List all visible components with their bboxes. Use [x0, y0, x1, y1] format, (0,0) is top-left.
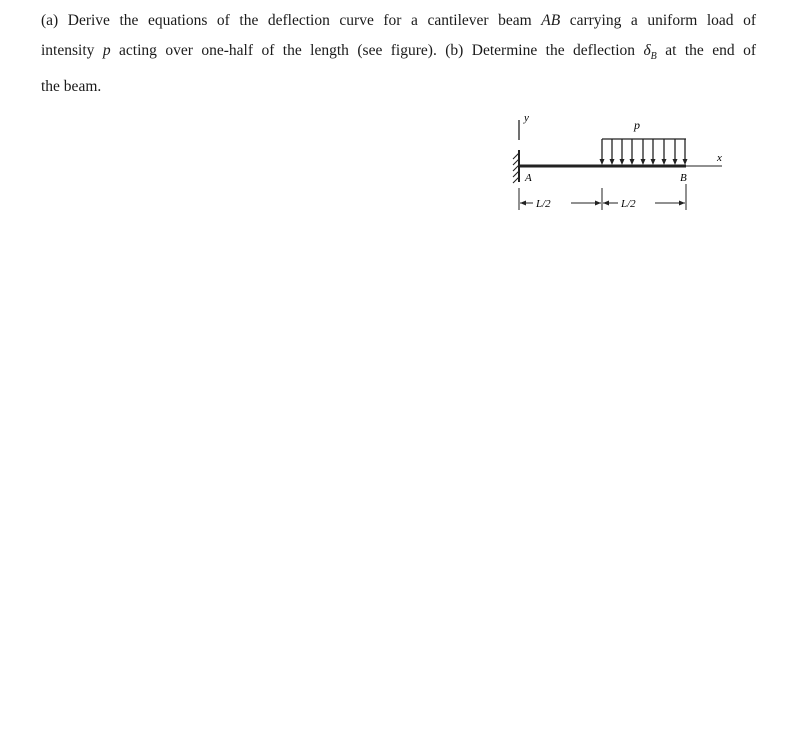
y-axis-label: y [524, 112, 529, 124]
beam-name: AB [541, 12, 561, 29]
problem-text: intensity [41, 42, 103, 59]
problem-line-1 [41, 6, 756, 36]
end-label-b: B [680, 172, 687, 184]
dim-label-left: L/2 [536, 198, 551, 210]
x-axis-label: x [717, 152, 722, 164]
problem-line-2 [41, 36, 756, 72]
deflection-subscript: B [650, 51, 657, 63]
problem-text: acting over one-half of the length (see figure). (b) Determine the deflection [110, 42, 644, 59]
problem-text: at the end of [656, 42, 756, 59]
beam-diagram [500, 106, 740, 218]
support-label-a: A [525, 172, 532, 184]
problem-text: carrying a uniform load of [560, 12, 756, 29]
cantilever-beam-figure [500, 106, 740, 218]
deflection-symbol: δ [643, 42, 651, 59]
load-intensity-symbol: p [102, 42, 111, 59]
problem-text: (a) Derive the equations of the deflection curve for a cantilever beam [41, 12, 542, 29]
load-arrowheads [600, 159, 688, 165]
problem-statement [41, 6, 756, 102]
load-label: p [634, 118, 640, 132]
dim-label-right: L/2 [621, 198, 636, 210]
problem-text: the beam. [41, 78, 102, 96]
problem-line-3 [41, 72, 756, 102]
distributed-load [602, 139, 686, 161]
